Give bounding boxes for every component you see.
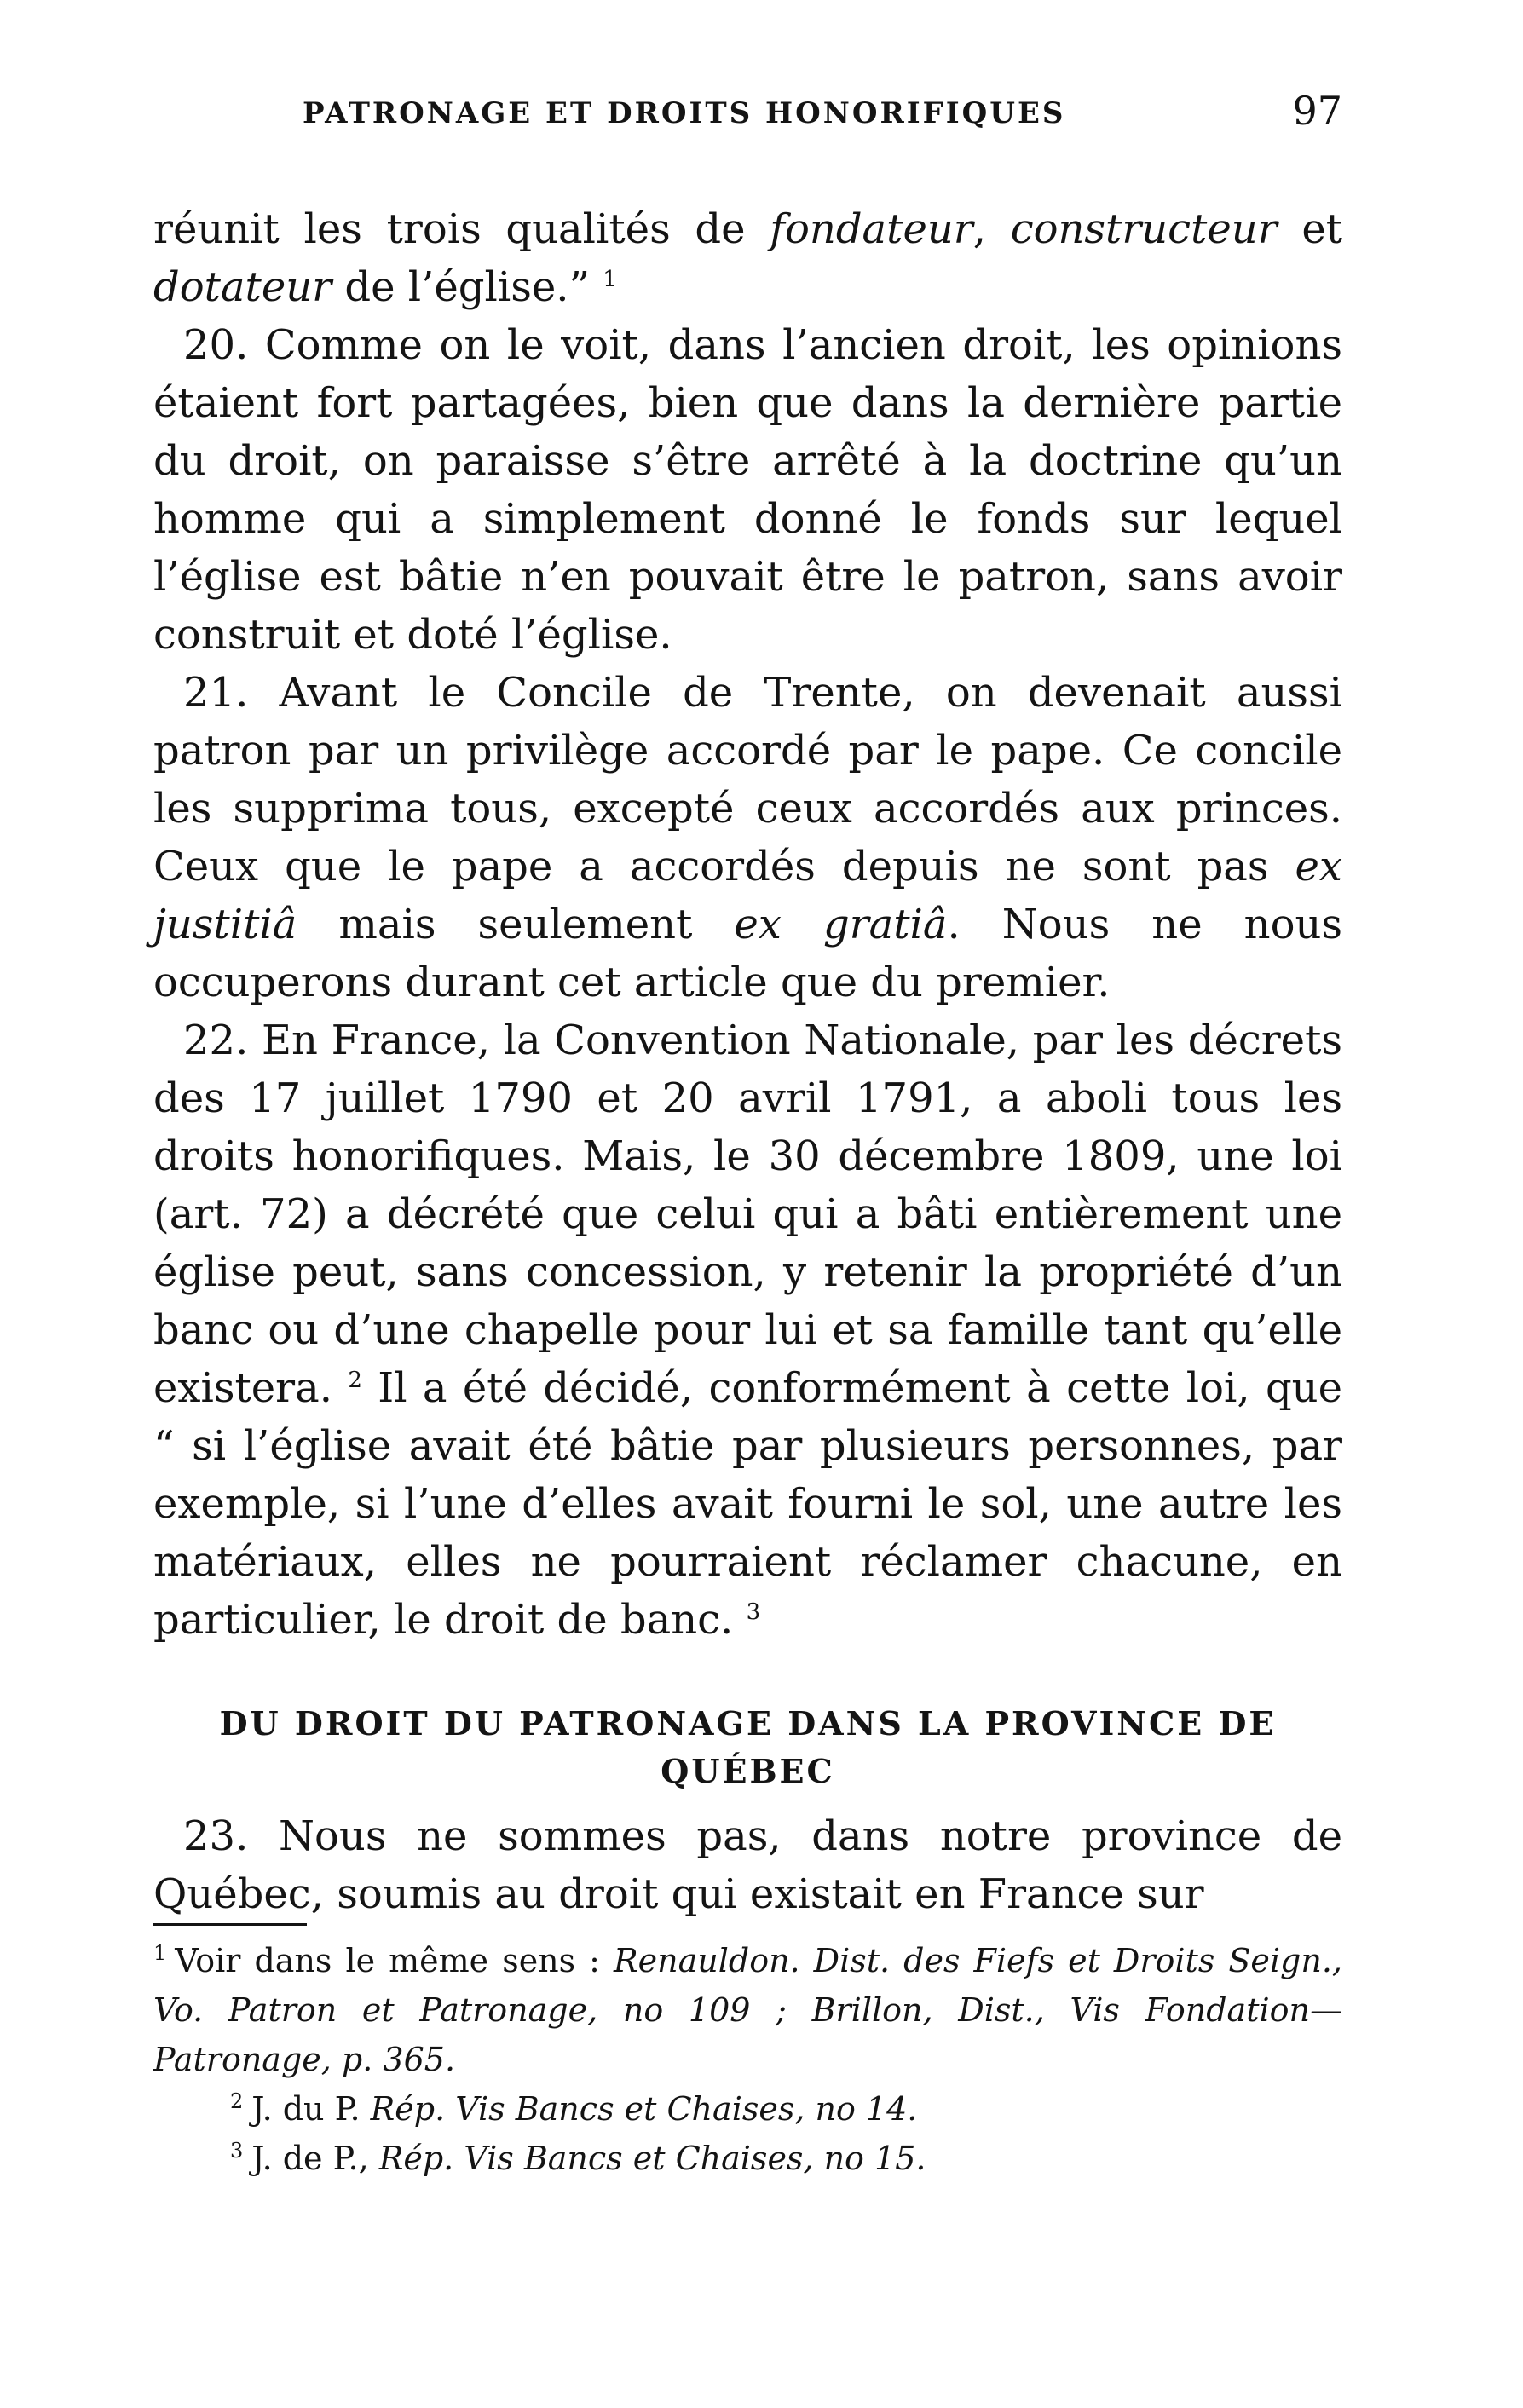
footnote-ref-2: 2 — [348, 1368, 362, 1393]
paragraph-23: 23. Nous ne sommes pas, dans notre province de Québec, soumis au droit qui existait en France sur — [153, 1812, 1342, 1918]
text-run: et — [1277, 205, 1343, 253]
body-text — [153, 200, 1342, 1923]
running-head — [153, 81, 1342, 149]
footnote-number: 2 — [230, 2089, 244, 2114]
italic-run: Rép. Vis Bancs et Chaises, no 15. — [378, 2140, 926, 2177]
paragraph-21 — [153, 664, 1342, 1011]
footnote-number: 3 — [230, 2139, 244, 2163]
text-run: . Nous ne nous occuperons durant cet article que du premier. — [153, 901, 1343, 1006]
footnote-number: 1 — [153, 1941, 167, 1966]
footnote-ref-1: 1 — [603, 267, 617, 292]
italic-run: dotateur — [153, 263, 332, 311]
text-run: Voir dans le même sens : — [175, 1942, 614, 1979]
text-run: 21. Avant le Concile de Trente, on devenait aussi patron par un privilège accordé par le pape. Ce concile les supprima tous, excepté ceux accordés aux princes. Ceux que le pape a accordés depuis ne sont pas — [153, 669, 1342, 890]
italic-run: Rép. Vis Bancs et Chaises, no 14. — [370, 2090, 918, 2128]
book-page — [153, 81, 1342, 2183]
running-title: PATRONAGE ET DROITS HONORIFIQUES — [303, 96, 1066, 130]
text-run: mais seulement — [297, 901, 735, 948]
italic-run: ex justitiâ — [153, 843, 1342, 948]
page-number: 97 — [1292, 88, 1342, 134]
paragraph-22 — [153, 1011, 1342, 1649]
paragraph-continued — [153, 200, 1342, 316]
italic-run: ex gratiâ — [734, 901, 948, 948]
text-run: J. du P. — [251, 2090, 371, 2128]
italic-run: Renauldon. Dist. des Fiefs et Droits Seign., Vo. Patron et Patronage, no 109 ; Brillon, Dist., Vis Fondation—Patronage, p. 365. — [153, 1942, 1342, 2078]
footnote-rule — [153, 1923, 307, 1926]
footnote-2 — [153, 2084, 1342, 2134]
footnote-ref-3: 3 — [746, 1599, 761, 1625]
italic-run: constructeur — [1010, 205, 1278, 253]
section-heading: DU DROIT DU PATRONAGE DANS LA PROVINCE DE QUÉBEC — [219, 1704, 1277, 1790]
text-run: Il a été décidé, conformément à cette loi, que “ si l’église avait été bâtie par plusieurs personnes, par exemple, si l’une d’elles avait fourni le sol, une autre les matériaux, elles ne pourraient réclamer chacune, en particulier, le droit de banc. — [153, 1364, 1343, 1644]
text-run: réunit les trois qualités de — [153, 205, 770, 253]
italic-run: fondateur — [770, 205, 973, 253]
text-run: , — [972, 205, 1011, 253]
footnote-3 — [153, 2134, 1342, 2183]
text-run: 22. En France, la Convention Nationale, par les décrets des 17 juillet 1790 et 20 avril 1791, a aboli tous les droits honorifiques. Mais, le 30 décembre 1809, une loi (art. 72) a décrété que celui qui a bâti entièrement une église peut, sans concession, y retenir la propriété d’un banc ou d’une chapelle pour lui et sa famille tant qu’elle existera. — [153, 1017, 1342, 1412]
text-run: J. de P., — [251, 2140, 379, 2177]
footnotes — [153, 1936, 1342, 2183]
paragraph-20: 20. Comme on le voit, dans l’ancien droit, les opinions étaient fort partagées, bien que dans la dernière partie du droit, on paraisse s’être arrêté à la doctrine qu’un homme qui a simplement donné le fonds sur lequel l’église est bâtie n’en pouvait être le patron, sans avoir construit et doté l’église. — [153, 321, 1342, 659]
text-run: de l’église.” — [332, 263, 603, 311]
footnote-1 — [153, 1936, 1342, 2084]
